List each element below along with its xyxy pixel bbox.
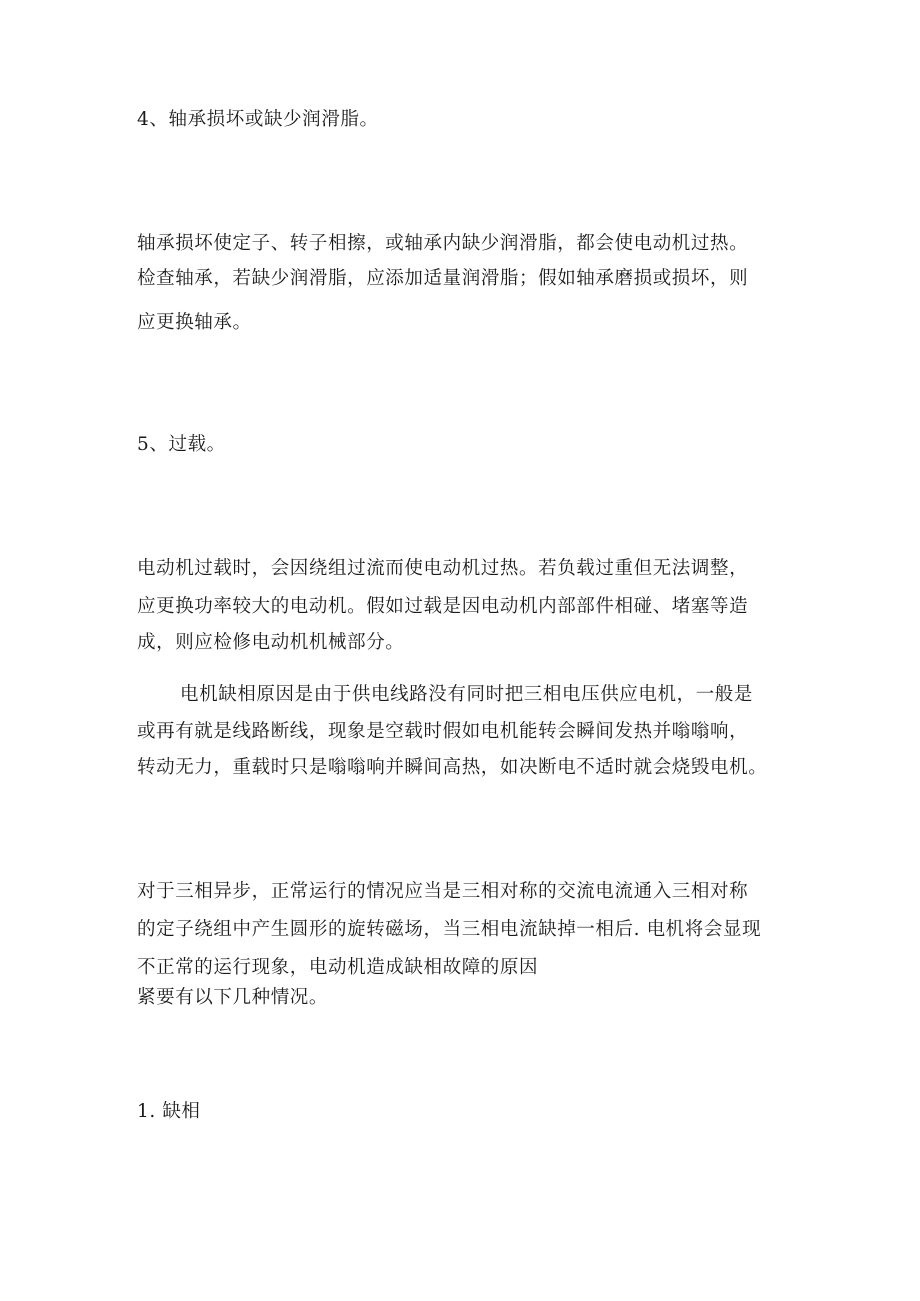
bearing-paragraph-line-1: 轴承损坏使定子、转子相擦，或轴承内缺少润滑脂，都会使电动机过热。 [137, 233, 749, 254]
three-phase-paragraph-line-1: 对于三相异步，正常运行的情况应当是三相对称的交流电流通入三相对称 [137, 881, 749, 902]
overload-paragraph-line-3: 成，则应检修电动机机械部分。 [137, 632, 405, 653]
section-heading-4: 4、轴承损坏或缺少润滑脂。 [137, 109, 379, 130]
phase-loss-paragraph-line-3: 转动无力，重载时只是嗡嗡响并瞬间高热，如决断电不适时就会烧毁电机。 [137, 757, 768, 778]
three-phase-paragraph-line-3: 不正常的运行现象，电动机造成缺相故障的原因 [137, 957, 539, 978]
phase-loss-paragraph-line-1: 电机缺相原因是由于供电线路没有同时把三相电压供应电机，一般是 [180, 684, 754, 705]
overload-paragraph-line-2: 应更换功率较大的电动机。假如过载是因电动机内部部件相碰、堵塞等造 [137, 596, 749, 617]
section-heading-1: 1. 缺相 [137, 1101, 201, 1122]
phase-loss-paragraph-line-2: 或再有就是线路断线，现象是空载时假如电机能转会瞬间发热并嗡嗡响， [137, 721, 749, 742]
section-heading-5: 5、过载。 [137, 434, 226, 455]
three-phase-paragraph-line-4: 紧要有以下几种情况。 [137, 987, 329, 1008]
bearing-paragraph-line-2: 检查轴承，若缺少润滑脂，应添加适量润滑脂；假如轴承磨损或损坏，则 [137, 268, 749, 289]
bearing-paragraph-line-3: 应更换轴承。 [137, 312, 252, 333]
three-phase-paragraph-line-2: 的定子绕组中产生圆形的旋转磁场，当三相电流缺掉一相后. 电机将会显现 [137, 919, 762, 940]
overload-paragraph-line-1: 电动机过载时，会因绕组过流而使电动机过热。若负载过重但无法调整， [137, 558, 749, 579]
